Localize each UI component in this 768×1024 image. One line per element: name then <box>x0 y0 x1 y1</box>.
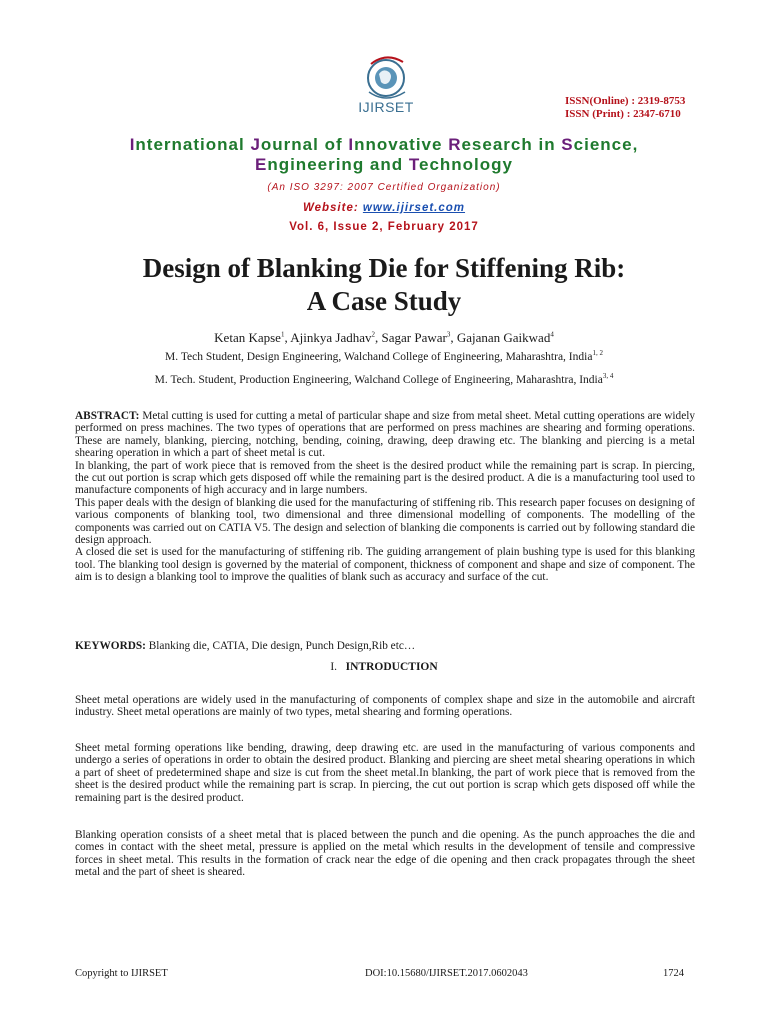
footer-page-number: 1724 <box>663 968 684 979</box>
journal-word: ournal of <box>260 135 349 154</box>
website-link[interactable]: www.ijirset.com <box>362 202 466 214</box>
journal-initial: I <box>348 135 355 154</box>
author-sup: 4 <box>550 330 554 339</box>
affiliation-text: M. Tech Student, Design Engineering, Walchand College of Engineering, Maharashtra, India <box>165 351 593 363</box>
journal-logo <box>345 52 427 120</box>
certification-note: (An ISO 3297: 2007 Certified Organization) <box>267 182 501 193</box>
volume-issue: Vol. 6, Issue 2, February 2017 <box>289 221 479 233</box>
section-heading-introduction <box>0 661 768 673</box>
abstract-paragraph: In blanking, the part of work piece that is removed from the sheet is the desired product while the remaining part is scrap. In piercing, the cut out portion is scrap which gets disposed off while the remaining part is the desired product. A die is a manufacturing tool used to manufacture components of high accuracy and in large numbers. <box>75 459 695 497</box>
keywords <box>75 640 695 652</box>
title-line1: Design of Blanking Die for Stiffening Rib: <box>142 253 626 283</box>
author-sup: 1 <box>280 330 285 339</box>
journal-word: nternational <box>135 135 251 154</box>
journal-initial: E <box>254 155 268 174</box>
journal-initial: S <box>561 135 574 154</box>
journal-website <box>0 202 768 214</box>
author-separator: , <box>374 330 382 345</box>
section-number: I. <box>330 661 338 673</box>
journal-initial: R <box>448 135 462 154</box>
journal-initial: J <box>250 135 261 154</box>
intro-paragraph-1: Sheet metal operations are widely used in the manufacturing of components of complex shape and size in the automobile and aircraft industry. Sheet metal operations are mainly of two types, metal shearing and forming operations. <box>75 694 695 719</box>
author-list <box>0 330 768 346</box>
author-sup: 3 <box>446 330 451 339</box>
intro-paragraph-3: Blanking operation consists of a sheet metal that is placed between the punch and die opening. As the punch approaches the die and comes in contact with the sheet metal, pressure is applied on the metal which results in the development of tensile and compressive forces in sheet metal. This results in the formation of crack near the edge of die opening and then crack propagates through the sheet metal and the part of sheet is sheared. <box>75 829 695 879</box>
journal-word: nnovative <box>354 135 449 154</box>
journal-word: ngineering and <box>267 155 409 174</box>
author-separator: , <box>284 330 291 345</box>
globe-icon <box>345 52 427 102</box>
footer-doi: DOI:10.15680/IJIRSET.2017.0602043 <box>365 968 528 979</box>
section-title: INTRODUCTION <box>345 661 438 673</box>
issn-online: ISSN(Online) : 2319-8753 <box>565 95 686 107</box>
affiliation-1 <box>0 351 768 363</box>
abstract-text: Metal cutting is used for cutting a metal of particular shape and size from metal sheet. Metal cutting operations are widely performed on press machines. The two types of operations that are performed on press machines are shearing and forming operations. These are namely, blanking, piercing, notching, bending, coining, drawing, deep drawing etc. The blanking and piercing is a metal shearing operation in which a part of sheet metal is cut. <box>75 410 695 460</box>
keywords-label: KEYWORDS: <box>75 640 146 652</box>
journal-name-line1 <box>0 135 768 155</box>
author-name: Ajinkya Jadhav <box>290 330 372 345</box>
keywords-text: Blanking die, CATIA, Die design, Punch Design,Rib etc… <box>145 640 416 652</box>
author-name: Gajanan Gaikwad <box>456 330 551 345</box>
abstract <box>75 410 695 584</box>
affiliation-sup: 3, 4 <box>602 372 614 381</box>
title-line2: A Case Study <box>306 286 462 316</box>
website-label: Website: <box>302 202 363 214</box>
logo-text: IJIRSET <box>358 99 414 115</box>
journal-word: esearch in <box>461 135 562 154</box>
affiliation-2 <box>0 374 768 386</box>
journal-word: echnology <box>419 155 514 174</box>
intro-paragraph-2: Sheet metal forming operations like bending, drawing, deep drawing etc. are used in the manufacturing of various components and undergo a series of operations in order to obtain the desired product. Blanking and piercing are sheet metal shearing operations in which a part of sheet of predetermined shape and size is cut from the sheet metal.In blanking, the part of work piece that is removed from the sheet is the desired product while the remaining part is scrap. In piercing, the cut out portion is scrap which gets disposed off while the remaining part is the desired product. <box>75 742 695 804</box>
abstract-paragraph <box>75 410 695 460</box>
author-name: Sagar Pawar <box>381 330 447 345</box>
footer-copyright: Copyright to IJIRSET <box>75 968 168 979</box>
abstract-paragraph: A closed die set is used for the manufacturing of stiffening rib. The guiding arrangement of plain bushing type is used for this blanking tool. The blanking tool design is governed by the material of component, thickness of component and shape and size of component. The aim is to design a blanking tool to improve the qualities of blank such as accuracy and surface of the cut. <box>75 546 695 584</box>
journal-word: cience, <box>573 135 639 154</box>
paper-title <box>0 252 768 318</box>
journal-name-line2 <box>0 155 768 175</box>
journal-initial: I <box>129 135 136 154</box>
journal-initial: T <box>408 155 419 174</box>
issn-print: ISSN (Print) : 2347-6710 <box>565 108 681 120</box>
abstract-paragraph: This paper deals with the design of blanking die used for the manufacturing of stiffening rib. This research paper focuses on designing of various components of blanking tool, two dimensional and three dimensional modelling of components. The modelling of the components was carried out on CATIA V5. The design and selection of blanking die components is carried out by following standard die design approach. <box>75 496 695 547</box>
affiliation-text: M. Tech. Student, Production Engineering, Walchand College of Engineering, Maharashtra, India <box>154 374 603 386</box>
abstract-label: ABSTRACT: <box>75 410 140 422</box>
author-sup: 2 <box>371 330 375 339</box>
affiliation-sup: 1, 2 <box>592 349 603 358</box>
author-separator: , <box>450 330 457 345</box>
author-name: Ketan Kapse <box>214 330 281 345</box>
